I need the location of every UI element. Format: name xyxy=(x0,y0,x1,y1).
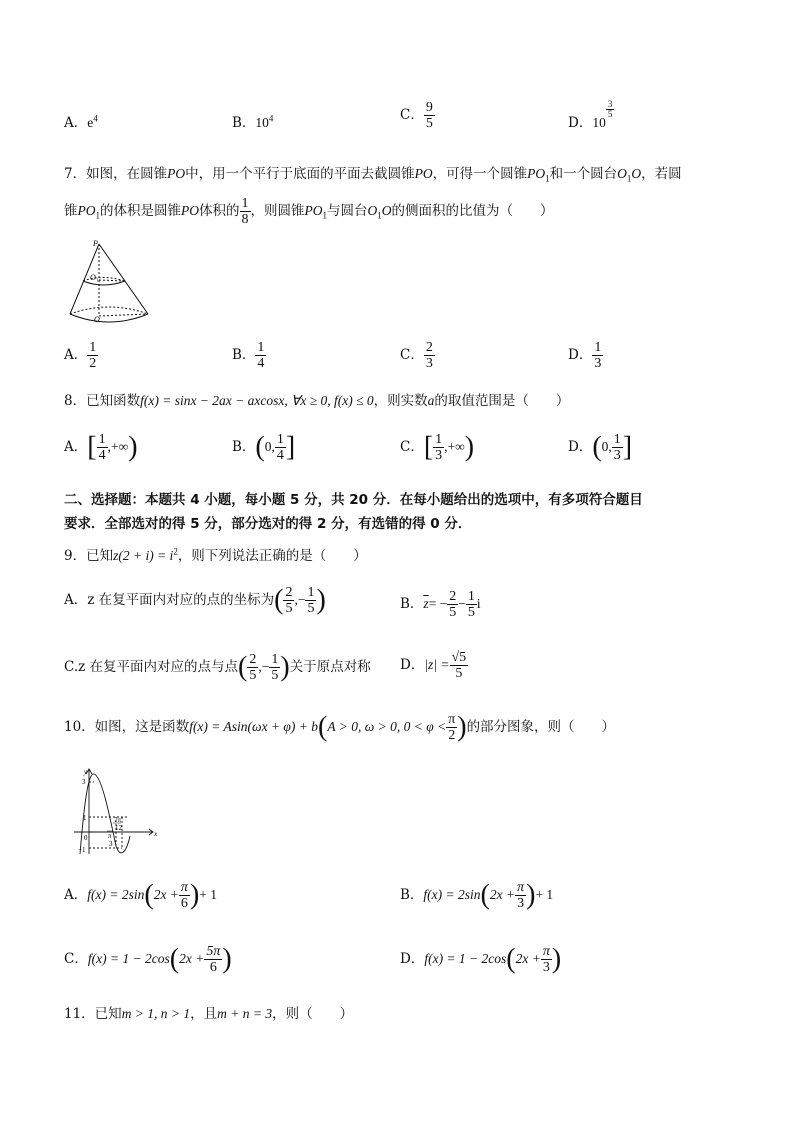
cone-label-p: P xyxy=(93,239,98,248)
graph-tick-7pi: 7π xyxy=(114,816,122,824)
q8-option-d: D．(0, $\frac{1}{3}$ ] xyxy=(568,431,633,463)
graph-x-label: x xyxy=(154,830,158,838)
q7-option-c: C． $\frac{2}{3}$ xyxy=(400,340,433,371)
q6-option-c: C． $\frac{9}{5}$ xyxy=(400,100,433,131)
graph-y-label: y xyxy=(84,768,88,776)
graph-tick-3: 3 xyxy=(82,778,86,786)
q8-stem: 8．已知函数f(x) = sinx − 2ax − axcosx, ∀x ≥ 0, f(x) ≤ 0，则实数a的取值范围是（ ） xyxy=(64,393,570,409)
q7-option-b: B． $\frac{1}{4}$ xyxy=(232,340,265,371)
q8-option-c: C．[ $\frac{1}{3}$ ,+∞) xyxy=(400,431,475,463)
q9-stem: 9．已知$z(2 + i) = i^2$，则下列说法正确的是（ ） xyxy=(64,546,367,564)
q7-option-d: D． $\frac{1}{3}$ xyxy=(568,340,602,371)
q11-stem: 11．已知m > 1, n > 1，且m + n = 3，则（ ） xyxy=(64,1006,354,1022)
q6-option-b: B．$10^4$ xyxy=(232,113,274,131)
cone-label-o: O xyxy=(94,315,100,324)
section2-heading-line2: 要求．全部选对的得 5 分，部分选对的得 2 分，有选错的得 0 分． xyxy=(64,516,472,532)
q7-stem-line2: 锥$PO_1$的体积是圆锥PO体积的 $\frac{1}{8}$ ，则圆锥$PO_1$与圆台$O_1O$的侧面积的比值为（ ） xyxy=(64,196,554,227)
q9-option-c: C.z 在复平面内对应的点与点( $\frac{2}{5}$ ,− $\frac{1}{5}$ )关于原点对称 xyxy=(64,651,371,683)
q10-stem: 10．如图，这是函数f(x) = Asin(ωx + φ) + b(A > 0, ω > 0, 0 < φ < $\frac{\pi}{2}$ )的部分图象，则（ ） xyxy=(64,711,616,743)
q8-option-a: A．[ $\frac{1}{4}$ ,+∞) xyxy=(64,431,138,463)
graph-tick-1: 1 xyxy=(83,814,87,822)
graph-tick-m1: −1 xyxy=(78,846,86,854)
q7-stem-line1: 7．如图，在圆锥PO中，用一个平行于底面的平面去截圆锥PO，可得一个圆锥$PO_1$和一个圆台$O_1O$，若圆 xyxy=(64,166,682,184)
q6-option-d: D．10 $\frac{3}{5}$ xyxy=(568,99,613,131)
q9-option-b: B．$\overline{z}=$ − $\frac{2}{5}$ − $\frac{1}{5}$ i xyxy=(400,589,481,620)
q6-option-a: A．$e^4$ xyxy=(64,113,98,131)
q10-option-b: B．f(x) = 2sin(2x + $\frac{\pi}{3}$ )+ 1 xyxy=(400,879,554,911)
graph-tick-12: 12 xyxy=(115,824,122,832)
q10-option-d: D．f(x) = 1 − 2cos(2x + $\frac{\pi}{3}$ ) xyxy=(400,943,562,975)
q10-option-c: C．f(x) = 1 − 2cos(2x + $\frac{5\pi}{6}$ ) xyxy=(64,943,232,975)
q9-option-d: D．|z| = $\frac{√5}{5}$ xyxy=(400,650,467,681)
q8-option-b: B．(0, $\frac{1}{4}$ ] xyxy=(232,431,296,463)
graph-tick-3b: 3 xyxy=(109,840,113,848)
graph-tick-pi: π xyxy=(108,832,112,840)
section2-heading-line1: 二、选择题：本题共 4 小题，每小题 5 分，共 20 分．在每小题给出的选项中，有多项符合题目 xyxy=(64,492,643,508)
q9-option-a: A．z 在复平面内对应的点的坐标为( $\frac{2}{5}$ ,− $\frac{1}{5}$ ) xyxy=(64,584,326,616)
cone-label-o1: O₁ xyxy=(90,273,99,282)
q7-option-a: A． $\frac{1}{2}$ xyxy=(64,340,97,371)
graph-tick-0: 0 xyxy=(84,834,88,842)
q10-option-a: A．f(x) = 2sin(2x + $\frac{\pi}{6}$ )+ 1 xyxy=(64,879,218,911)
q10-function-graph xyxy=(70,766,160,858)
graph-curve xyxy=(80,774,130,854)
cone-figure xyxy=(66,238,156,330)
